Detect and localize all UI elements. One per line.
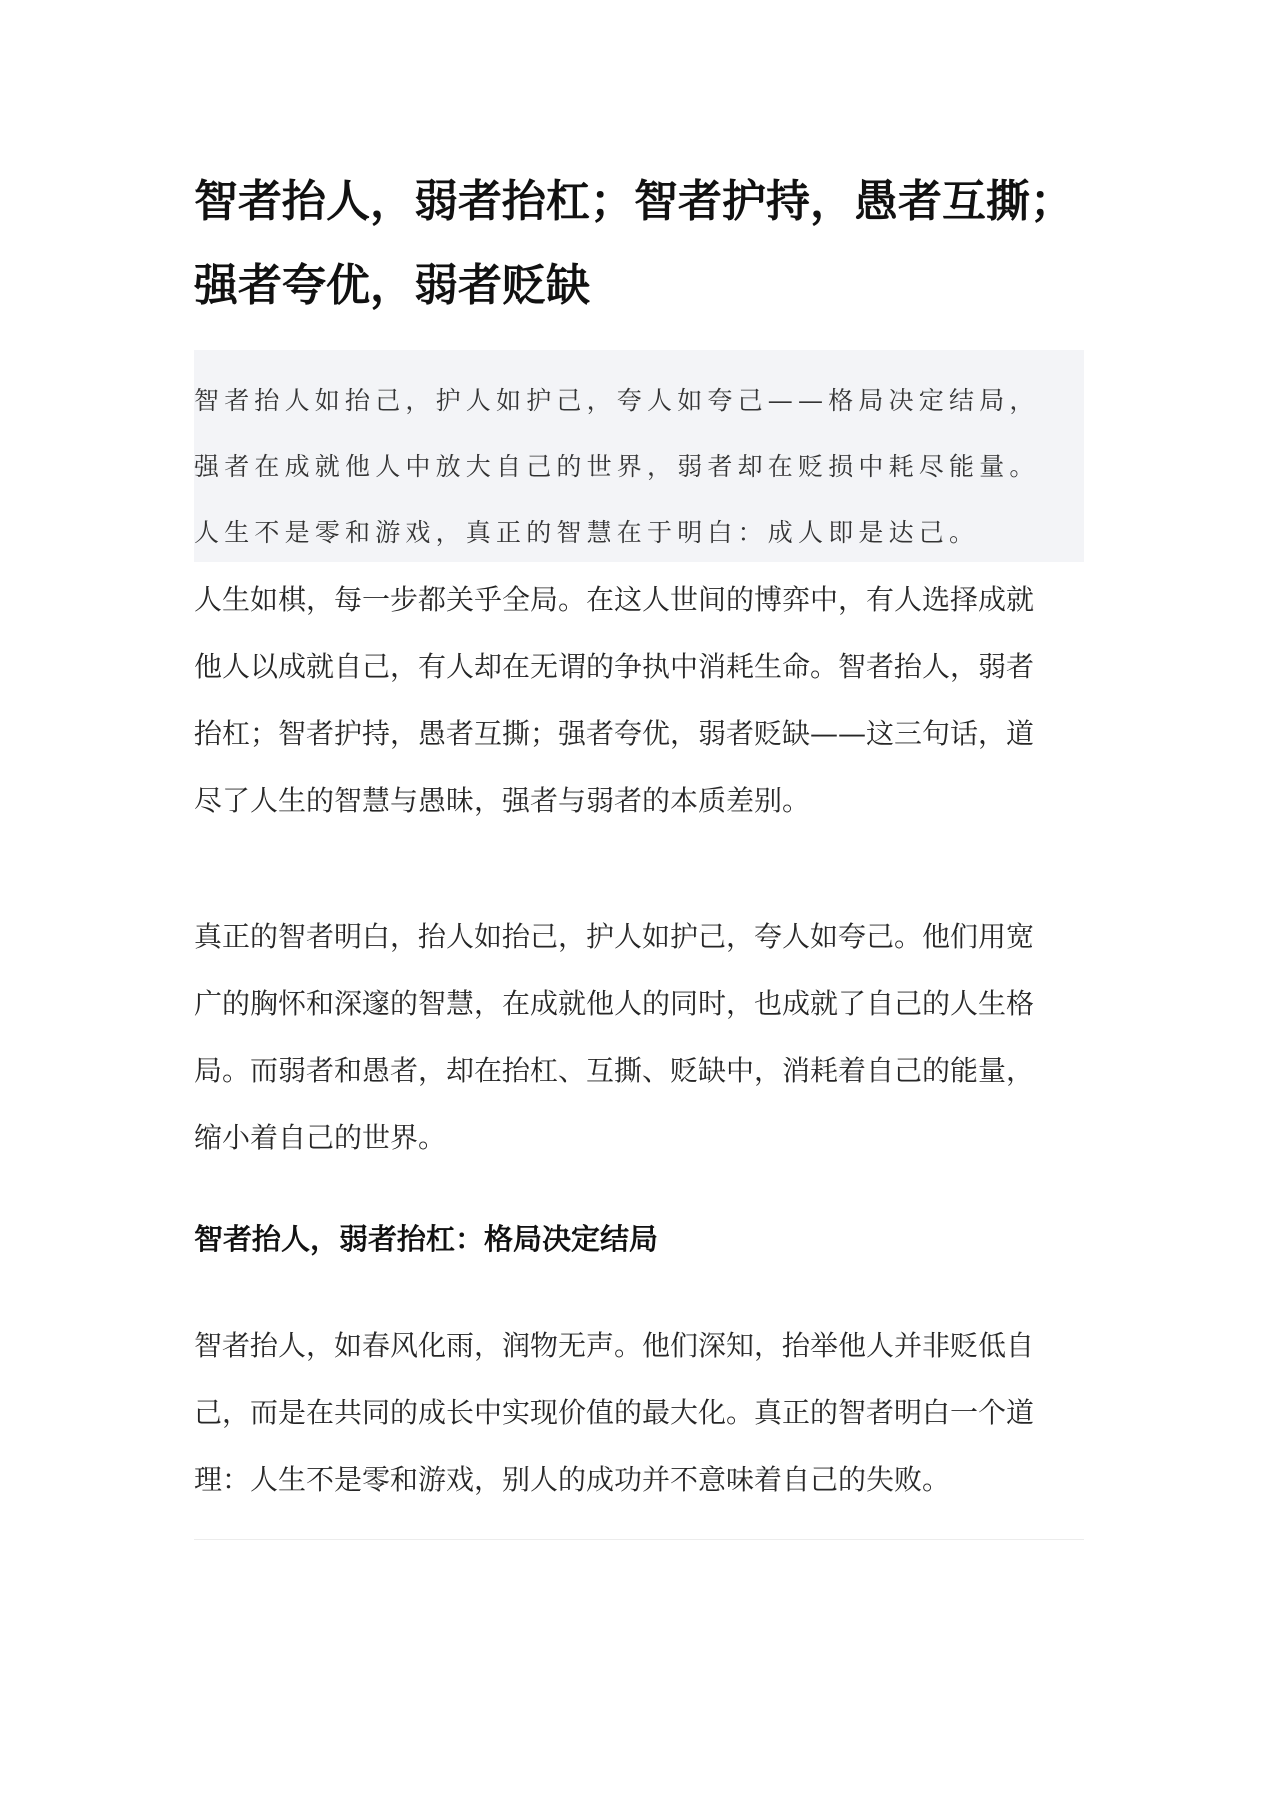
quote-line: 强者在成就他人中放大自己的世界，弱者却在贬损中耗尽能量。 xyxy=(194,452,1040,481)
paragraph-line: 己，而是在共同的成长中实现价值的最大化。真正的智者明白一个道 xyxy=(194,1396,1035,1429)
paragraph-line: 抬杠；智者护持，愚者互撕；强者夸优，弱者贬缺——这三句话，道 xyxy=(194,717,1035,750)
body-paragraph xyxy=(194,903,1084,1171)
paragraph-line: 广的胸怀和深邃的智慧，在成就他人的同时，也成就了自己的人生格 xyxy=(194,987,1035,1020)
paragraph-line: 他人以成就自己，有人却在无谓的争执中消耗生命。智者抬人，弱者 xyxy=(194,650,1035,683)
paragraph-line: 理：人生不是零和游戏，别人的成功并不意味着自己的失败。 xyxy=(194,1463,951,1496)
paragraph-line: 缩小着自己的世界。 xyxy=(194,1121,447,1154)
article-title-line: 智者抬人，弱者抬杠；智者护持，愚者互撕； xyxy=(194,176,1074,227)
section-divider xyxy=(194,1539,1084,1540)
article-title-line: 强者夸优，弱者贬缺 xyxy=(194,260,590,311)
intro-paragraph xyxy=(194,566,1084,834)
quote-line: 智者抬人如抬己，护人如护己，夸人如夸己——格局决定结局， xyxy=(194,386,1040,415)
section-paragraph xyxy=(194,1312,1084,1513)
section-heading: 智者抬人，弱者抬杠：格局决定结局 xyxy=(194,1222,659,1256)
summary-quote-block xyxy=(194,350,1084,562)
paragraph-line: 真正的智者明白，抬人如抬己，护人如护己，夸人如夸己。他们用宽 xyxy=(194,920,1035,953)
article-title xyxy=(194,160,1084,328)
paragraph-line: 尽了人生的智慧与愚昧，强者与弱者的本质差别。 xyxy=(194,784,811,817)
paragraph-line: 人生如棋，每一步都关乎全局。在这人世间的博弈中，有人选择成就 xyxy=(194,583,1035,616)
paragraph-line: 局。而弱者和愚者，却在抬杠、互撕、贬缺中，消耗着自己的能量， xyxy=(194,1054,1035,1087)
quote-line: 人生不是零和游戏，真正的智慧在于明白：成人即是达己。 xyxy=(194,518,980,547)
paragraph-line: 智者抬人，如春风化雨，润物无声。他们深知，抬举他人并非贬低自 xyxy=(194,1329,1035,1362)
